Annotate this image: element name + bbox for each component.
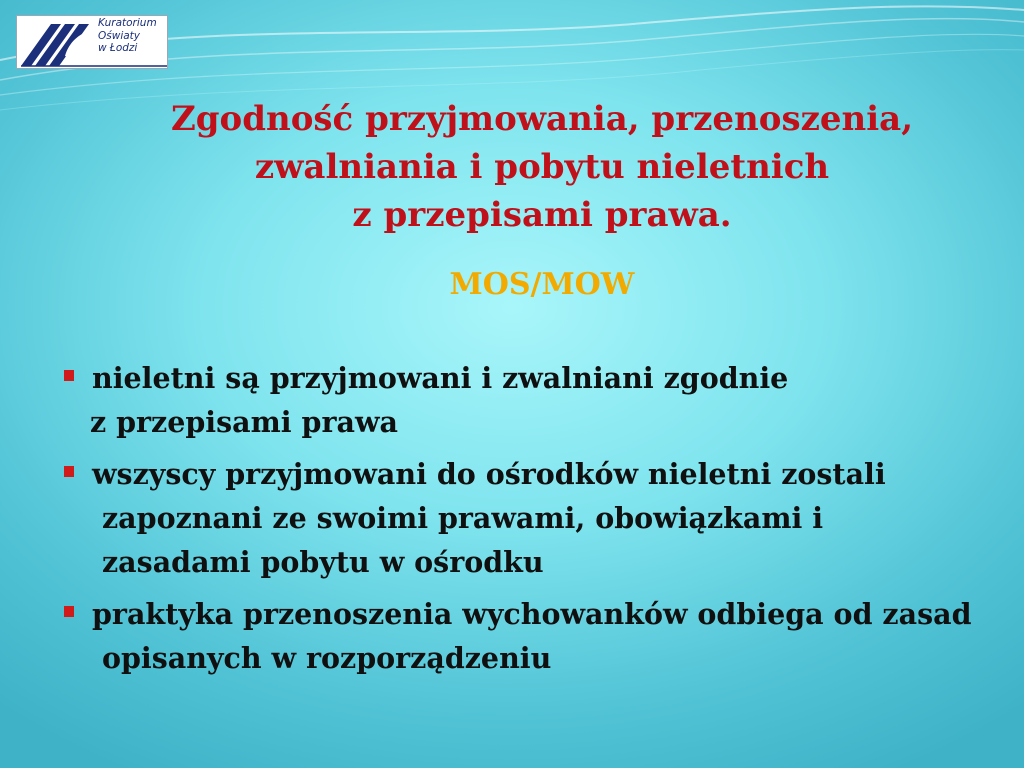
bullet-2-text: wszyscy przyjmowani do ośrodków nieletni zostali zapoznani ze swoimi prawami, obowiązkami i zasadami pobytu w ośrodku [92,457,886,579]
bullet-1-line-2: z przepisami prawa [90,405,398,439]
bullet-list [60,356,980,688]
title-line-2: zwalniania i pobytu nieletnich [254,147,830,187]
logo-line-3: w Łodzi [98,42,138,54]
bullet-3-text: praktyka przenoszenia wychowanków odbiega od zasad opisanych w rozporządzeniu [92,597,972,675]
title-line-3: z przepisami prawa. [352,195,732,235]
square-bullet-icon [64,606,74,617]
square-bullet-icon [64,370,74,381]
slide-title [60,95,1024,239]
bullet-item [60,356,980,444]
bullet-item [60,452,980,584]
kuratorium-logo [16,15,168,69]
bullet-1-line-1: nieletni są przyjmowani i zwalniani zgodnie [92,361,789,395]
slide-subtitle: MOS/MOW [449,267,635,302]
square-bullet-icon [64,466,74,477]
bullet-item [60,592,980,680]
logo-line-2: Oświaty [98,29,141,42]
title-line-1: Zgodność przyjmowania, przenoszenia, [170,99,914,139]
logo-line-1: Kuratorium [98,17,157,29]
